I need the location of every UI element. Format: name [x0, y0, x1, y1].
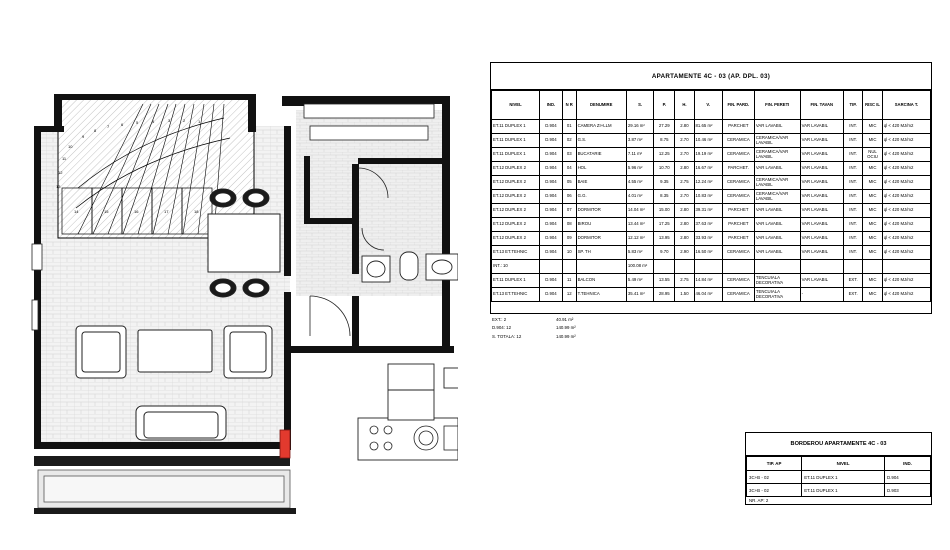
borderou-row — [747, 471, 931, 484]
cell-fin-tavan: VAR LAVABIL — [800, 218, 843, 232]
svg-text:18: 18 — [194, 209, 199, 214]
cell-fin-pereti: CERAMICA/VAR LAVABIL — [754, 190, 800, 204]
cell-sarcina — [882, 260, 930, 274]
cell-h: 2.75 — [675, 176, 694, 190]
borderou-title: BORDEROU APARTAMENTE 4C - 03 — [746, 433, 931, 456]
cell-nr: 03 — [562, 148, 576, 162]
table-row — [492, 260, 931, 274]
summary-value: 140.99 m² — [556, 333, 576, 339]
cell-denumire: BUCATARIE — [576, 148, 626, 162]
cell-nivel: ET.13 ET.TEHNIC — [492, 246, 540, 260]
cell-nr: 11 — [562, 274, 576, 288]
cell-fin-pard: CERAMICA — [722, 134, 754, 148]
cell-tip: INT. — [844, 232, 863, 246]
cell-ind: D.904 — [540, 162, 563, 176]
cell-sarcina: ql < 420 MJ/m2 — [882, 176, 930, 190]
cell-tip: INT. — [844, 176, 863, 190]
summary-value: 40.91 m² — [556, 317, 574, 322]
cell-nr: 05 — [562, 176, 576, 190]
cell-v: 37.63 m² — [694, 218, 722, 232]
cell-fin-pereti: VAR LAVABIL — [754, 246, 800, 260]
borderou-header-row — [747, 457, 931, 471]
cell-v: 81.65 m² — [694, 120, 722, 134]
cell-fin-pereti: CERAMICA/VAR LAVABIL — [754, 148, 800, 162]
cell-s: 3.87 m² — [626, 134, 653, 148]
cell-sarcina: ql < 420 MJ/m2 — [882, 274, 930, 288]
cell-fin-pard: CERAMICA — [722, 190, 754, 204]
cell-denumire: G.G. — [576, 190, 626, 204]
cell-risc: MIC — [863, 204, 883, 218]
cell-s: 4.01 m² — [626, 190, 653, 204]
borderou-col-tip: TIP. AP — [747, 457, 802, 471]
cell-tip: EXT. — [844, 274, 863, 288]
cell-v: 16.67 m² — [694, 162, 722, 176]
borderou-col-nivel: NIVEL — [802, 457, 885, 471]
cell-v: 46.04 m² — [694, 288, 722, 302]
cell-ind: D.904 — [540, 120, 563, 134]
cell-s: 5.96 m² — [626, 162, 653, 176]
cell-nr: 06 — [562, 190, 576, 204]
cell-risc: MIC — [863, 176, 883, 190]
cell-sarcina: ql < 420 MJ/m2 — [882, 120, 930, 134]
cell-sarcina: ql < 420 MJ/m2 — [882, 190, 930, 204]
svg-text:6: 6 — [121, 122, 124, 127]
cell-tip: INT. — [844, 148, 863, 162]
cell-s: 13.44 m² — [626, 218, 653, 232]
col-fin-tavan: FIN. TAVAN — [800, 91, 843, 120]
cell-fin-tavan — [800, 260, 843, 274]
col-fin-pereti: FIN. PERETI — [754, 91, 800, 120]
cell-h: 2.70 — [675, 190, 694, 204]
table-row — [492, 148, 931, 162]
cell-nr: 09 — [562, 232, 576, 246]
cell-ind: D.904 — [540, 218, 563, 232]
cell-fin-tavan: VAR LAVABIL — [800, 204, 843, 218]
cell-risc: MIC — [863, 162, 883, 176]
borderou-col-ind: IND. — [884, 457, 930, 471]
col-sarcina: SARCINA T. — [882, 91, 930, 120]
cell-fin-pard: PARCHET — [722, 204, 754, 218]
table-row — [492, 218, 931, 232]
svg-text:1: 1 — [198, 119, 201, 124]
svg-text:4: 4 — [152, 119, 155, 124]
col-risc: RISC IL — [863, 91, 883, 120]
cell-sarcina: ql < 420 MJ/m2 — [882, 148, 930, 162]
col-nivel: NIVEL — [492, 91, 540, 120]
cell-risc: MIC — [863, 232, 883, 246]
cell-fin-pard: CERAMICA — [722, 274, 754, 288]
cell-tip: INT. — [844, 218, 863, 232]
cell-h: 2.70 — [675, 148, 694, 162]
cell-nr: 08 — [562, 218, 576, 232]
cell-sarcina: ql < 420 MJ/m2 — [882, 246, 930, 260]
svg-text:2: 2 — [183, 118, 186, 123]
cell-tip — [844, 260, 863, 274]
cell-fin-pereti: TENCUIALA DECORATIVA — [754, 274, 800, 288]
cell-p: 17.25 — [654, 218, 675, 232]
col-p: P. — [654, 91, 675, 120]
cell-h: 2.90 — [675, 246, 694, 260]
cell-nivel: ET.11 DUPLEX 1 — [492, 134, 540, 148]
cell-nivel: ET.12 DUPLEX 2 — [492, 162, 540, 176]
cell-p: 13.55 — [654, 274, 675, 288]
cell-s: 12.12 m² — [626, 232, 653, 246]
cell-p — [654, 260, 675, 274]
svg-text:7: 7 — [107, 124, 110, 129]
cell-p: 8.75 — [654, 134, 675, 148]
balcony — [34, 456, 296, 514]
cell-denumire: DORMITOR — [576, 204, 626, 218]
cell-denumire — [576, 260, 626, 274]
summary-row — [492, 316, 672, 324]
cell-fin-pard: CERAMICA — [722, 176, 754, 190]
cell-nr: 12 — [562, 288, 576, 302]
cell-v: 16.50 m² — [694, 246, 722, 260]
cell-p: 15.00 — [654, 204, 675, 218]
cell-p: 9.70 — [654, 246, 675, 260]
borderou-cell-tip: 3C+B - 02 — [747, 484, 802, 497]
cell-sarcina: ql < 420 MJ/m2 — [882, 204, 930, 218]
summary-label: S. TOTALA: 12 — [492, 333, 522, 339]
kitchen-fittings — [358, 418, 458, 460]
cell-s: 35.41 m² — [626, 288, 653, 302]
cell-nr: 10 — [562, 246, 576, 260]
cell-ind: D.904 — [540, 246, 563, 260]
cell-p: 8.35 — [654, 190, 675, 204]
cell-fin-pereti: VAR LAVABIL — [754, 232, 800, 246]
svg-text:15: 15 — [104, 209, 109, 214]
floor-plan — [18, 38, 458, 518]
cell-v — [694, 260, 722, 274]
cell-v: 10.83 m² — [694, 190, 722, 204]
summary-label: EXT.: 2 — [492, 317, 507, 322]
cell-risc: MIC — [863, 246, 883, 260]
cell-h: 2.80 — [675, 162, 694, 176]
table-row — [492, 274, 931, 288]
cell-p: 10.70 — [654, 162, 675, 176]
cell-p: 13.95 — [654, 232, 675, 246]
cell-ind: D.904 — [540, 288, 563, 302]
cell-p: 12.25 — [654, 148, 675, 162]
cell-risc: NUL OCIU — [863, 148, 883, 162]
col-h: H. — [675, 91, 694, 120]
cell-risc: MIC — [863, 134, 883, 148]
table-row — [492, 120, 931, 134]
borderou-footer: NR. AP: 2 — [749, 498, 769, 503]
cell-ind — [540, 260, 563, 274]
svg-text:5: 5 — [136, 120, 139, 125]
cell-s: 14.04 m² — [626, 204, 653, 218]
cell-h: 2.75 — [675, 274, 694, 288]
cell-fin-pard: PARCHET — [722, 120, 754, 134]
cell-tip: INT. — [844, 190, 863, 204]
cell-ind: D.904 — [540, 148, 563, 162]
table-row — [492, 176, 931, 190]
cell-denumire: BAIE — [576, 176, 626, 190]
cell-fin-tavan: VAR LAVABIL — [800, 190, 843, 204]
cell-sarcina: ql < 420 MJ/m2 — [882, 134, 930, 148]
col-nr: N R — [562, 91, 576, 120]
cell-s: 29.16 m² — [626, 120, 653, 134]
svg-text:16: 16 — [134, 209, 139, 214]
svg-text:12: 12 — [58, 170, 63, 175]
cell-fin-tavan: VAR LAVABIL — [800, 246, 843, 260]
cell-denumire: BIROU — [576, 218, 626, 232]
cell-s: 4.55 m² — [626, 176, 653, 190]
summary-label: D.904: 12 — [492, 325, 512, 331]
cell-risc: MIC — [863, 288, 883, 302]
cell-fin-tavan: VAR LAVABIL — [800, 232, 843, 246]
svg-text:11: 11 — [62, 156, 67, 161]
borderou-panel — [745, 432, 932, 505]
cell-ind: D.904 — [540, 232, 563, 246]
cell-s: 5.83 m² — [626, 246, 653, 260]
cell-v: 19.19 m² — [694, 148, 722, 162]
cell-p: 27.29 — [654, 120, 675, 134]
cell-nivel: ET.12 DUPLEX 2 — [492, 218, 540, 232]
cell-fin-pereti: VAR LAVABIL — [754, 218, 800, 232]
borderou-cell-tip: 3C+B - 02 — [747, 471, 802, 484]
cell-nivel: ET.12 DUPLEX 2 — [492, 176, 540, 190]
col-fin-pard: FIN. PARD. — [722, 91, 754, 120]
cell-h: 1.50 — [675, 288, 694, 302]
cell-tip: INT. — [844, 120, 863, 134]
col-tip: TIP. — [844, 91, 863, 120]
cell-fin-pereti: VAR LAVABIL — [754, 204, 800, 218]
cell-fin-pard: PARCHET — [722, 232, 754, 246]
cell-s: 7.11 m² — [626, 148, 653, 162]
cell-denumire: HOL — [576, 162, 626, 176]
borderou-cell-nivel: ET.11 DUPLEX 1 — [802, 471, 885, 484]
cell-fin-pereti: TENCUIALA DECORATIVA — [754, 288, 800, 302]
cell-nivel: INT.: 10 — [492, 260, 540, 274]
cell-tip: EXT. — [844, 288, 863, 302]
cell-fin-tavan: VAR LAVABIL — [800, 120, 843, 134]
cell-sarcina: ql < 420 MJ/m2 — [882, 288, 930, 302]
col-v: V. — [694, 91, 722, 120]
cell-nivel: ET.12 DUPLEX 2 — [492, 190, 540, 204]
borderou-cell-nivel: ET.11 DUPLEX 1 — [802, 484, 885, 497]
col-denumire: DENUMIRE — [576, 91, 626, 120]
cell-fin-tavan: - — [800, 288, 843, 302]
col-s: S. — [626, 91, 653, 120]
cell-ind: D.904 — [540, 134, 563, 148]
cell-fin-tavan: VAR LAVABIL — [800, 134, 843, 148]
apartment-table — [491, 90, 931, 302]
borderou-table — [746, 456, 931, 497]
borderou-cell-ind: D.904 — [884, 471, 930, 484]
table-row — [492, 204, 931, 218]
apartment-table-title: APARTAMENTE 4C - 03 (AP. DPL. 03) — [491, 63, 931, 90]
apartment-table-panel — [490, 62, 932, 314]
cell-tip: INT. — [844, 134, 863, 148]
cell-h: 2.70 — [675, 134, 694, 148]
cell-v: 14.84 m² — [694, 274, 722, 288]
cell-v: 12.24 m² — [694, 176, 722, 190]
svg-text:14: 14 — [74, 209, 79, 214]
cell-nivel: ET.13 ET.TEHNIC — [492, 288, 540, 302]
cell-fin-pereti: VAR LAVABIL — [754, 120, 800, 134]
cell-nivel: ET.12 DUPLEX 2 — [492, 232, 540, 246]
cell-ind: D.904 — [540, 274, 563, 288]
svg-text:9: 9 — [82, 134, 85, 139]
cell-nivel: ET.11 DUPLEX 1 — [492, 148, 540, 162]
cell-tip: INT. — [844, 204, 863, 218]
cell-v: 39.31 m² — [694, 204, 722, 218]
cell-h: 2.80 — [675, 218, 694, 232]
table-row — [492, 134, 931, 148]
cell-fin-pard: CERAMICA — [722, 246, 754, 260]
svg-text:3: 3 — [168, 118, 171, 123]
cell-denumire: G.S. — [576, 134, 626, 148]
cell-nr: 04 — [562, 162, 576, 176]
cell-fin-tavan: VAR LAVABIL — [800, 162, 843, 176]
cell-v: 10.46 m² — [694, 134, 722, 148]
cell-fin-pereti: CERAMICA/VAR LAVABIL — [754, 134, 800, 148]
cell-s: 100.08 m² — [626, 260, 653, 274]
cell-risc: MIC — [863, 120, 883, 134]
cell-tip: INT. — [844, 162, 863, 176]
cell-h: 2.80 — [675, 204, 694, 218]
svg-text:17: 17 — [164, 209, 169, 214]
cell-fin-tavan: VAR LAVABIL — [800, 176, 843, 190]
cell-nr: 02 — [562, 134, 576, 148]
cell-nivel: ET.11 DUPLEX 1 — [492, 274, 540, 288]
cell-fin-pard: PARCHET. — [722, 162, 754, 176]
svg-text:10: 10 — [68, 144, 73, 149]
summary-value: 140.99 m² — [556, 325, 576, 331]
table-header-row — [492, 91, 931, 120]
col-ind: IND. — [540, 91, 563, 120]
table-row — [492, 246, 931, 260]
borderou-cell-ind: D.903 — [884, 484, 930, 497]
cell-denumire: CAMERA ZI+LLM — [576, 120, 626, 134]
cell-risc: MIC — [863, 190, 883, 204]
summary-block — [492, 316, 672, 341]
cell-fin-pard: PARCHET — [722, 218, 754, 232]
cell-denumire: BALCON — [576, 274, 626, 288]
cell-sarcina: ql < 420 MJ/m2 — [882, 162, 930, 176]
cell-sarcina: ql < 420 MJ/m2 — [882, 232, 930, 246]
cell-nr — [562, 260, 576, 274]
cell-nr: 01 — [562, 120, 576, 134]
table-row — [492, 162, 931, 176]
cell-denumire: SP. TH — [576, 246, 626, 260]
cell-fin-pard: CERAMICA — [722, 148, 754, 162]
cell-ind: D.904 — [540, 190, 563, 204]
cell-ind: D.904 — [540, 204, 563, 218]
cell-p: 9.35 — [654, 176, 675, 190]
cell-fin-pard: CERAMICA — [722, 288, 754, 302]
cell-h: 2.80 — [675, 232, 694, 246]
borderou-row — [747, 484, 931, 497]
svg-text:8: 8 — [94, 128, 97, 133]
table-row — [492, 232, 931, 246]
summary-row — [492, 324, 672, 332]
cell-fin-pereti: VAR LAVABIL — [754, 162, 800, 176]
cell-s: 5.49 m² — [626, 274, 653, 288]
cell-v: 33.93 m² — [694, 232, 722, 246]
cell-denumire: T.TEHNICA — [576, 288, 626, 302]
cell-fin-pard — [722, 260, 754, 274]
cell-h: 2.80 — [675, 120, 694, 134]
cell-risc: MIC — [863, 274, 883, 288]
cell-risc — [863, 260, 883, 274]
cell-h — [675, 260, 694, 274]
cell-p: 28.95 — [654, 288, 675, 302]
cell-sarcina: ql < 420 MJ/m2 — [882, 218, 930, 232]
table-row — [492, 288, 931, 302]
cell-nr: 07 — [562, 204, 576, 218]
summary-row — [492, 333, 672, 341]
table-row — [492, 190, 931, 204]
cell-fin-pereti — [754, 260, 800, 274]
cell-nivel: ET.11 DUPLEX 1 — [492, 120, 540, 134]
cell-nivel: ET.12 DUPLEX 2 — [492, 204, 540, 218]
cell-ind: D.904 — [540, 176, 563, 190]
cell-fin-pereti: CERAMICA/VAR LAVABIL — [754, 176, 800, 190]
cell-denumire: DORMITOR — [576, 232, 626, 246]
cell-fin-tavan: VAR LAVABIL — [800, 148, 843, 162]
svg-text:13: 13 — [56, 184, 61, 189]
cell-risc: MIC — [863, 218, 883, 232]
cell-fin-tavan: VAR LAVABIL — [800, 274, 843, 288]
cell-tip: INT. — [844, 246, 863, 260]
